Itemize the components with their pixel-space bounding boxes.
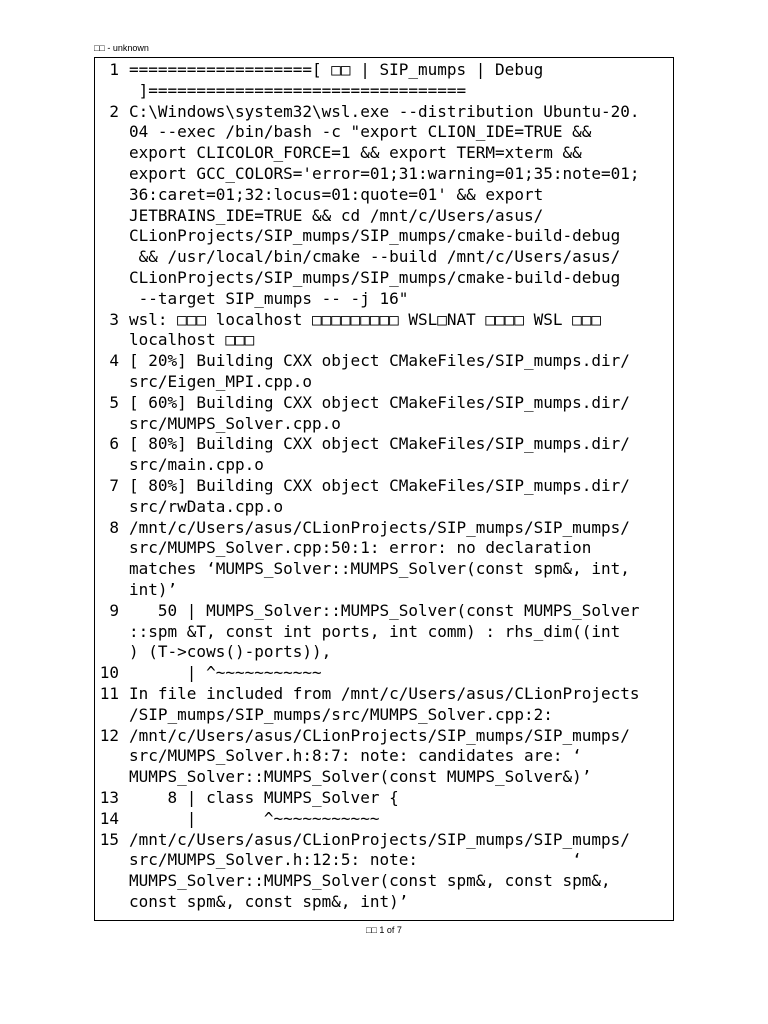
code-line [95, 476, 675, 518]
code-line [95, 60, 675, 102]
line-text: | ^~~~~~~~~~~~ [129, 808, 380, 828]
line-number: 9 [109, 600, 119, 620]
line-text: src/MUMPS_Solver.h:8:7: note: candidates are: ‘ [129, 746, 582, 766]
line-number: 4 [109, 351, 119, 371]
line-text: 50 | MUMPS_Solver::MUMPS_Solver(const MUMPS_Solver [129, 600, 640, 620]
line-text: src/main.cpp.o [129, 455, 264, 475]
line-text: | ^~~~~~~~~~~~ [129, 663, 322, 683]
line-text: /SIP_mumps/SIP_mumps/src/MUMPS_Solver.cpp:2: [129, 704, 553, 724]
line-text: MUMPS_Solver::MUMPS_Solver(const MUMPS_Solver&)’ [129, 767, 592, 787]
line-text: CLionProjects/SIP_mumps/SIP_mumps/cmake-build-debug [129, 267, 621, 287]
code-line [95, 663, 675, 684]
line-text: /mnt/c/Users/asus/CLionProjects/SIP_mumps/SIP_mumps/ [129, 725, 630, 745]
code-line [95, 393, 675, 435]
line-text: JETBRAINS_IDE=TRUE && cd /mnt/c/Users/asus/ [129, 205, 544, 225]
line-number: 8 [109, 517, 119, 537]
line-text: /mnt/c/Users/asus/CLionProjects/SIP_mumps/SIP_mumps/ [129, 517, 630, 537]
code-line [95, 726, 675, 788]
line-text: [ 60%] Building CXX object CMakeFiles/SIP_mumps.dir/ [129, 392, 630, 412]
line-text: 04 --exec /bin/bash -c "export CLION_IDE=TRUE && [129, 122, 592, 142]
line-text: [ 20%] Building CXX object CMakeFiles/SIP_mumps.dir/ [129, 351, 630, 371]
code-line [95, 788, 675, 809]
line-text: ===================[ □□ | SIP_mumps | Debug [129, 60, 544, 79]
line-number: 10 [99, 663, 119, 683]
line-text: [ 80%] Building CXX object CMakeFiles/SIP_mumps.dir/ [129, 434, 630, 454]
document-title: □□ - unknown [94, 43, 149, 53]
line-text: src/MUMPS_Solver.cpp:50:1: error: no declaration [129, 538, 592, 558]
line-text: && /usr/local/bin/cmake --build /mnt/c/Users/asus/ [129, 247, 621, 267]
line-text: src/Eigen_MPI.cpp.o [129, 371, 313, 391]
line-text: export GCC_COLORS='error=01;31:warning=01;35:note=01; [129, 163, 640, 183]
code-line [95, 809, 675, 830]
line-text: 8 | class MUMPS_Solver { [129, 788, 399, 807]
code-line [95, 601, 675, 663]
line-text: In file included from /mnt/c/Users/asus/CLionProjects [129, 684, 640, 703]
line-number: 13 [99, 788, 119, 807]
line-text: MUMPS_Solver::MUMPS_Solver(const spm&, const spm&, [129, 871, 611, 891]
line-text: [ 80%] Building CXX object CMakeFiles/SIP_mumps.dir/ [129, 476, 630, 495]
code-line [95, 351, 675, 393]
line-text: 36:caret=01;32:locus=01:quote=01' && export [129, 184, 544, 204]
line-text: ]================================= [129, 80, 467, 100]
code-line [95, 684, 675, 726]
line-number: 7 [109, 476, 119, 495]
line-text: int)’ [129, 579, 178, 599]
code-line [95, 518, 675, 601]
line-text: export CLICOLOR_FORCE=1 && export TERM=xterm && [129, 143, 582, 163]
line-text: const spm&, const spm&, int)’ [129, 891, 409, 911]
line-number: 12 [99, 725, 119, 745]
code-line [95, 434, 675, 476]
line-text: src/rwData.cpp.o [129, 496, 284, 516]
code-line [95, 830, 675, 913]
line-text: wsl: □□□ localhost □□□□□□□□□ WSL□NAT □□□□ WSL □□□ [129, 309, 602, 329]
page-number: □□ 1 of 7 [366, 925, 402, 935]
line-text: ) (T->cows()-ports)), [129, 642, 332, 662]
code-line [95, 310, 675, 352]
line-text: ::spm &T, const int ports, int comm) : rhs_dim((int [129, 621, 621, 641]
line-text: CLionProjects/SIP_mumps/SIP_mumps/cmake-build-debug [129, 226, 621, 246]
line-number: 11 [99, 684, 119, 703]
line-text: localhost □□□ [129, 330, 255, 350]
line-text: --target SIP_mumps -- -j 16" [129, 288, 409, 308]
code-listing [94, 57, 674, 921]
line-number: 1 [109, 60, 119, 79]
line-number: 3 [109, 309, 119, 329]
line-text: src/MUMPS_Solver.h:12:5: note: ‘ [129, 850, 582, 870]
code-line [95, 102, 675, 310]
line-text: matches ‘MUMPS_Solver::MUMPS_Solver(const spm&, int, [129, 559, 630, 579]
line-number: 5 [109, 392, 119, 412]
line-number: 15 [99, 829, 119, 849]
line-number: 6 [109, 434, 119, 454]
line-number: 2 [109, 101, 119, 121]
line-text: C:\Windows\system32\wsl.exe --distribution Ubuntu-20. [129, 101, 640, 121]
line-text: /mnt/c/Users/asus/CLionProjects/SIP_mumps/SIP_mumps/ [129, 829, 630, 849]
line-text: src/MUMPS_Solver.cpp.o [129, 413, 341, 433]
line-number: 14 [99, 808, 119, 828]
